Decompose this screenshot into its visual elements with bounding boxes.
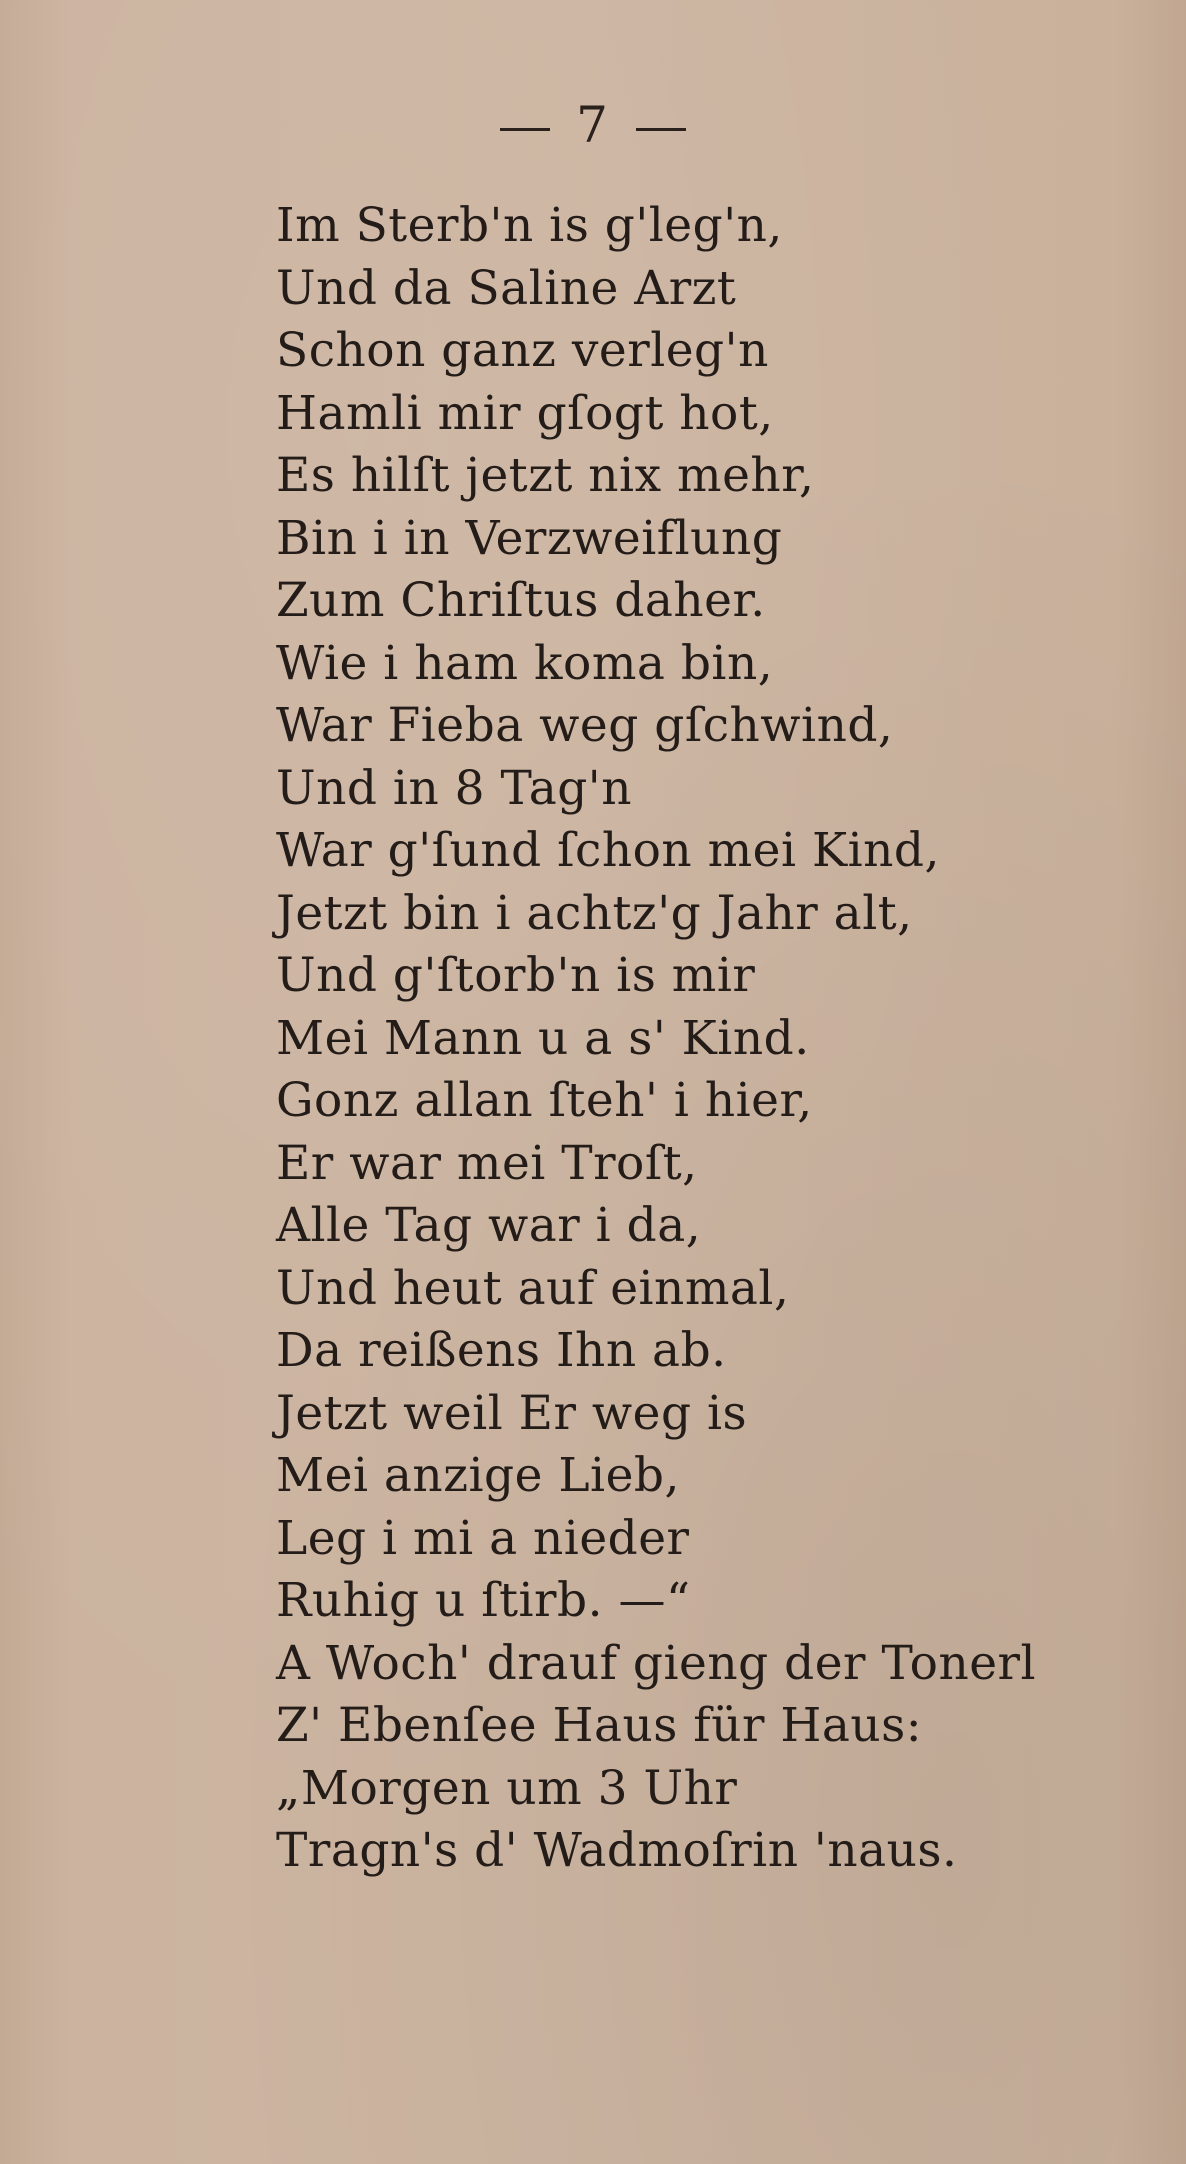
verse-line: Bin i in Verzweiflung <box>276 510 783 566</box>
page-number-dash-left <box>500 128 550 131</box>
verse-line: Alle Tag war i da, <box>276 1198 702 1253</box>
verse-line: Hamli mir gſogt hot, <box>276 385 774 441</box>
page-number-dash-right <box>636 128 686 131</box>
verse-line: Tragn's d' Wadmoſrin 'naus. <box>276 1823 958 1878</box>
verse-line: Und da Saline Arzt <box>276 260 737 316</box>
verse-line: Leg i mi a nieder <box>276 1510 690 1566</box>
verse-line: Mei anzige Lieb, <box>276 1448 680 1503</box>
verse-line: War Fieba weg gſchwind, <box>276 698 894 753</box>
verse-line: „Morgen um 3 Uhr <box>276 1760 738 1816</box>
verse-line: Mei Mann u a s' Kind. <box>276 1010 810 1066</box>
verse-line: A Woch' drauf gieng der Tonerl <box>276 1635 1037 1691</box>
page-number-text: 7 <box>576 96 610 154</box>
poem-text <box>276 195 1036 1883</box>
verse-line: War g'ſund ſchon mei Kind, <box>276 823 940 878</box>
verse-line: Und heut auf einmal, <box>276 1260 790 1316</box>
verse-line: Ruhig u ſtirb. —“ <box>276 1573 691 1628</box>
verse-line: Gonz allan ſteh' i hier, <box>276 1073 813 1128</box>
verse-line: Und in 8 Tag'n <box>276 760 632 816</box>
page-number <box>0 96 1186 154</box>
verse-line: Schon ganz verleg'n <box>276 323 769 378</box>
verse-line: Er war mei Troſt, <box>276 1135 698 1191</box>
verse-line: Z' Ebenſee Haus für Haus: <box>276 1698 923 1753</box>
verse-line: Zum Chriſtus daher. <box>276 573 766 628</box>
verse-line: Jetzt weil Er weg is <box>276 1385 748 1441</box>
verse-line: Jetzt bin i achtz'g Jahr alt, <box>276 885 913 941</box>
verse-line: Im Sterb'n is g'leg'n, <box>276 198 783 253</box>
verse-line: Da reißens Ihn ab. <box>276 1323 727 1378</box>
verse-line: Wie i ham koma bin, <box>276 635 774 691</box>
verse-line: Es hilſt jetzt nix mehr, <box>276 448 815 503</box>
verse-line: Und g'ſtorb'n is mir <box>276 948 756 1003</box>
